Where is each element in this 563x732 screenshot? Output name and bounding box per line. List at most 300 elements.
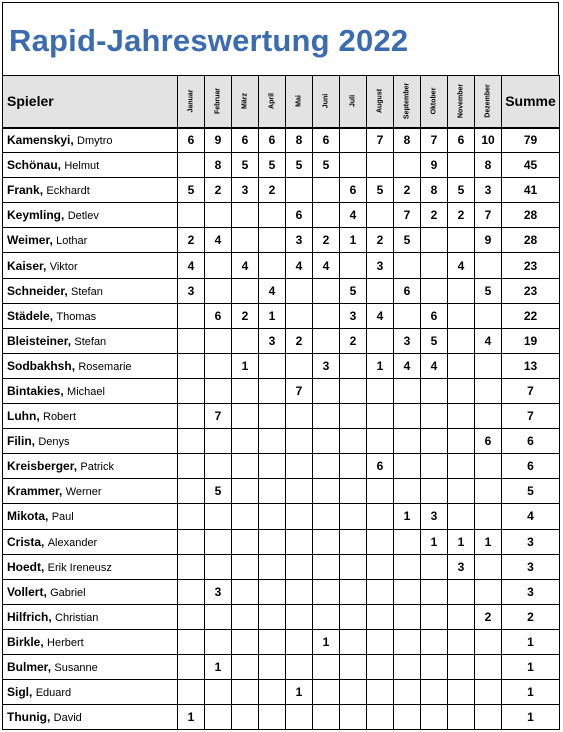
month-label: August [376, 89, 384, 114]
table-row [3, 604, 560, 629]
table-row [3, 629, 560, 654]
month-points-cell [367, 629, 394, 654]
month-points-cell: 5 [178, 178, 205, 203]
month-points-cell: 5 [232, 153, 259, 178]
month-points-cell [286, 479, 313, 504]
total-points-cell: 19 [502, 328, 560, 353]
month-points-cell [421, 404, 448, 429]
month-points-cell: 4 [421, 353, 448, 378]
month-points-cell [394, 153, 421, 178]
month-points-cell [259, 705, 286, 730]
table-row [3, 554, 560, 579]
month-points-cell: 5 [448, 178, 475, 203]
month-points-cell [205, 504, 232, 529]
month-points-cell [205, 554, 232, 579]
month-points-cell [448, 604, 475, 629]
column-header-month [178, 76, 205, 128]
month-points-cell [475, 579, 502, 604]
total-points-cell: 79 [502, 128, 560, 153]
player-last-name: Sigl [7, 685, 30, 700]
player-first-name: Stefan [74, 335, 107, 348]
column-header-month [259, 76, 286, 128]
month-points-cell [178, 579, 205, 604]
table-row [3, 504, 560, 529]
player-last-name: Frank [7, 183, 40, 198]
month-points-cell [286, 178, 313, 203]
name-separator: , [40, 634, 48, 649]
month-points-cell: 5 [205, 479, 232, 504]
month-points-cell: 2 [475, 604, 502, 629]
month-label: Dezember [484, 84, 492, 118]
player-name-cell [3, 404, 178, 429]
month-points-cell [448, 228, 475, 253]
month-points-cell: 8 [475, 153, 502, 178]
month-points-cell: 5 [367, 178, 394, 203]
month-points-cell [259, 228, 286, 253]
month-points-cell [313, 278, 340, 303]
month-points-cell [394, 529, 421, 554]
month-points-cell [394, 303, 421, 328]
month-points-cell [178, 454, 205, 479]
table-row [3, 153, 560, 178]
month-points-cell [475, 404, 502, 429]
month-points-cell [340, 253, 367, 278]
month-points-cell [313, 554, 340, 579]
month-points-cell: 8 [205, 153, 232, 178]
player-name-cell [3, 454, 178, 479]
month-points-cell: 4 [367, 303, 394, 328]
page-title: Rapid-Jahreswertung 2022 [9, 23, 409, 58]
month-points-cell [232, 228, 259, 253]
total-points-cell: 23 [502, 253, 560, 278]
month-points-cell [232, 278, 259, 303]
month-points-cell [232, 654, 259, 679]
month-points-cell [259, 654, 286, 679]
month-points-cell: 6 [421, 303, 448, 328]
month-points-cell: 2 [421, 203, 448, 228]
month-points-cell [286, 504, 313, 529]
month-points-cell [205, 328, 232, 353]
column-header-month [421, 76, 448, 128]
month-points-cell [259, 504, 286, 529]
table-row [3, 203, 560, 228]
month-points-cell [286, 579, 313, 604]
month-points-cell: 1 [259, 303, 286, 328]
column-header-sum: Summe [502, 76, 560, 128]
month-points-cell [313, 178, 340, 203]
player-name-cell [3, 353, 178, 378]
month-points-cell [286, 278, 313, 303]
player-name-cell [3, 429, 178, 454]
player-name-cell [3, 378, 178, 403]
total-points-cell: 1 [502, 680, 560, 705]
player-name-cell [3, 654, 178, 679]
player-last-name: Kamenskyi [7, 133, 71, 148]
name-separator: , [49, 233, 57, 248]
month-points-cell: 3 [340, 303, 367, 328]
month-points-cell [313, 378, 340, 403]
name-separator: , [43, 584, 51, 599]
month-points-cell: 7 [205, 404, 232, 429]
month-points-cell [259, 629, 286, 654]
player-first-name: Christian [55, 611, 99, 624]
month-points-cell [421, 429, 448, 454]
month-points-cell [232, 454, 259, 479]
month-points-cell [421, 554, 448, 579]
month-points-cell: 4 [232, 253, 259, 278]
month-points-cell [394, 579, 421, 604]
player-last-name: Filin [7, 434, 32, 449]
month-points-cell: 6 [394, 278, 421, 303]
player-last-name: Crista [7, 534, 42, 549]
month-points-cell [205, 705, 232, 730]
month-points-cell [178, 429, 205, 454]
month-points-cell [448, 404, 475, 429]
player-first-name: David [53, 712, 82, 725]
month-points-cell [232, 203, 259, 228]
month-points-cell: 1 [205, 654, 232, 679]
player-first-name: Thomas [56, 310, 97, 323]
month-points-cell [421, 378, 448, 403]
month-points-cell [421, 629, 448, 654]
month-points-cell: 6 [448, 128, 475, 153]
month-label: April [268, 93, 276, 110]
month-points-cell: 2 [232, 303, 259, 328]
total-points-cell: 5 [502, 479, 560, 504]
month-points-cell: 1 [313, 629, 340, 654]
player-name-cell [3, 178, 178, 203]
month-points-cell: 7 [367, 128, 394, 153]
month-points-cell [232, 680, 259, 705]
month-points-cell: 6 [313, 128, 340, 153]
month-points-cell: 6 [475, 429, 502, 454]
month-points-cell: 4 [205, 228, 232, 253]
month-points-cell [340, 353, 367, 378]
month-points-cell [286, 705, 313, 730]
month-points-cell: 8 [421, 178, 448, 203]
month-points-cell [475, 629, 502, 654]
column-header-month [313, 76, 340, 128]
month-points-cell [232, 504, 259, 529]
month-points-cell [313, 454, 340, 479]
month-points-cell [394, 378, 421, 403]
player-first-name: Paul [51, 511, 74, 524]
month-points-cell [178, 303, 205, 328]
month-points-cell [475, 705, 502, 730]
month-points-cell [448, 153, 475, 178]
name-separator: , [73, 459, 81, 474]
total-points-cell: 6 [502, 454, 560, 479]
player-last-name: Birkle [7, 634, 41, 649]
month-points-cell: 4 [178, 253, 205, 278]
player-last-name: Bleisteiner [7, 333, 68, 348]
month-points-cell: 5 [286, 153, 313, 178]
month-points-cell: 9 [421, 153, 448, 178]
month-points-cell [286, 429, 313, 454]
month-points-cell [178, 353, 205, 378]
total-points-cell: 28 [502, 228, 560, 253]
month-points-cell [178, 604, 205, 629]
month-points-cell: 1 [340, 228, 367, 253]
month-points-cell [286, 454, 313, 479]
month-points-cell [178, 404, 205, 429]
month-points-cell [313, 705, 340, 730]
month-points-cell [448, 303, 475, 328]
name-separator: , [67, 333, 75, 348]
month-label: Oktober [430, 87, 438, 115]
month-points-cell [259, 604, 286, 629]
month-points-cell [367, 479, 394, 504]
month-points-cell: 5 [313, 153, 340, 178]
month-points-cell [178, 378, 205, 403]
month-points-cell [448, 429, 475, 454]
month-points-cell [232, 629, 259, 654]
month-points-cell [448, 353, 475, 378]
player-first-name: Denys [38, 436, 70, 449]
month-points-cell [259, 454, 286, 479]
month-points-cell [205, 629, 232, 654]
month-points-cell [394, 629, 421, 654]
month-points-cell: 3 [421, 504, 448, 529]
player-first-name: Robert [43, 411, 77, 424]
month-points-cell [178, 554, 205, 579]
month-points-cell [259, 353, 286, 378]
month-points-cell [448, 454, 475, 479]
month-points-cell [367, 278, 394, 303]
month-points-cell: 5 [340, 278, 367, 303]
month-points-cell [475, 554, 502, 579]
month-points-cell [232, 604, 259, 629]
month-points-cell [448, 504, 475, 529]
month-points-cell: 9 [205, 128, 232, 153]
player-last-name: Kreisberger [7, 459, 74, 474]
name-separator: , [70, 133, 78, 148]
player-last-name: Hilfrich [7, 609, 49, 624]
player-first-name: Viktor [49, 260, 78, 273]
month-points-cell [421, 253, 448, 278]
month-points-cell: 4 [259, 278, 286, 303]
player-name-cell [3, 705, 178, 730]
month-points-cell [232, 328, 259, 353]
name-separator: , [59, 484, 66, 499]
month-points-cell [286, 303, 313, 328]
player-last-name: Schneider [7, 283, 65, 298]
month-points-cell: 6 [205, 303, 232, 328]
name-separator: , [64, 283, 72, 298]
table-row [3, 404, 560, 429]
month-points-cell: 3 [178, 278, 205, 303]
month-points-cell [340, 128, 367, 153]
month-points-cell: 6 [178, 128, 205, 153]
player-first-name: Stefan [71, 285, 103, 298]
month-points-cell [205, 429, 232, 454]
month-points-cell: 1 [367, 353, 394, 378]
month-points-cell [448, 378, 475, 403]
month-points-cell [259, 429, 286, 454]
table-row [3, 303, 560, 328]
month-points-cell [394, 705, 421, 730]
month-points-cell [394, 554, 421, 579]
player-name-cell [3, 554, 178, 579]
month-points-cell [178, 479, 205, 504]
month-points-cell [367, 680, 394, 705]
player-name-cell [3, 253, 178, 278]
month-points-cell [205, 353, 232, 378]
month-points-cell [340, 529, 367, 554]
month-points-cell [340, 404, 367, 429]
player-last-name: Hoedt [7, 559, 41, 574]
month-points-cell [313, 604, 340, 629]
table-row [3, 178, 560, 203]
column-header-month [286, 76, 313, 128]
total-points-cell: 45 [502, 153, 560, 178]
month-points-cell [367, 579, 394, 604]
total-points-cell: 4 [502, 504, 560, 529]
month-points-cell [259, 554, 286, 579]
month-points-cell [367, 378, 394, 403]
month-points-cell: 3 [232, 178, 259, 203]
month-points-cell: 3 [286, 228, 313, 253]
month-points-cell: 3 [448, 554, 475, 579]
column-header-month [394, 76, 421, 128]
player-name-cell [3, 203, 178, 228]
month-points-cell: 2 [313, 228, 340, 253]
month-points-cell [259, 479, 286, 504]
month-points-cell: 3 [259, 328, 286, 353]
table-row [3, 479, 560, 504]
month-points-cell: 4 [475, 328, 502, 353]
month-points-cell [394, 404, 421, 429]
month-points-cell [259, 203, 286, 228]
month-points-cell [367, 604, 394, 629]
month-points-cell [286, 404, 313, 429]
month-points-cell [340, 629, 367, 654]
standings-table [2, 75, 560, 730]
month-points-cell [340, 705, 367, 730]
table-row [3, 454, 560, 479]
player-last-name: Bulmer [7, 660, 48, 675]
month-points-cell [367, 654, 394, 679]
month-points-cell [475, 680, 502, 705]
name-separator: , [61, 208, 68, 223]
month-label: Mai [295, 95, 303, 108]
player-last-name: Weimer [7, 233, 50, 248]
month-points-cell [340, 604, 367, 629]
table-row [3, 680, 560, 705]
player-first-name: Werner [65, 486, 102, 499]
total-points-cell: 23 [502, 278, 560, 303]
month-points-cell: 5 [394, 228, 421, 253]
month-points-cell [367, 203, 394, 228]
month-points-cell: 3 [475, 178, 502, 203]
player-first-name: Patrick [80, 461, 114, 474]
total-points-cell: 7 [502, 404, 560, 429]
player-name-cell [3, 328, 178, 353]
player-first-name: Herbert [47, 636, 84, 649]
month-points-cell [340, 153, 367, 178]
total-points-cell: 3 [502, 554, 560, 579]
column-header-month [475, 76, 502, 128]
player-last-name: Mikota [7, 509, 46, 524]
total-points-cell: 28 [502, 203, 560, 228]
month-points-cell [367, 504, 394, 529]
player-name-cell [3, 153, 178, 178]
player-first-name: Detlev [67, 210, 99, 223]
name-separator: , [29, 685, 36, 700]
total-points-cell: 2 [502, 604, 560, 629]
month-points-cell [232, 429, 259, 454]
table-body [3, 128, 560, 730]
total-points-cell: 13 [502, 353, 560, 378]
month-points-cell [340, 378, 367, 403]
table-row [3, 353, 560, 378]
month-points-cell [448, 705, 475, 730]
month-points-cell [178, 629, 205, 654]
player-last-name: Luhn [7, 409, 37, 424]
month-points-cell: 2 [394, 178, 421, 203]
month-points-cell [340, 454, 367, 479]
month-points-cell: 4 [340, 203, 367, 228]
month-points-cell: 6 [286, 203, 313, 228]
month-points-cell [313, 680, 340, 705]
month-points-cell: 5 [259, 153, 286, 178]
month-points-cell [286, 529, 313, 554]
player-name-cell [3, 529, 178, 554]
month-points-cell: 8 [286, 128, 313, 153]
player-last-name: Bintakies [7, 383, 61, 398]
name-separator: , [60, 383, 68, 398]
month-points-cell [259, 680, 286, 705]
table-row [3, 705, 560, 730]
name-separator: , [31, 434, 39, 449]
month-points-cell [340, 654, 367, 679]
player-first-name: Dmytro [77, 135, 113, 148]
month-points-cell: 6 [367, 454, 394, 479]
month-points-cell [313, 404, 340, 429]
month-points-cell [448, 328, 475, 353]
name-separator: , [45, 509, 52, 524]
month-points-cell [367, 404, 394, 429]
month-points-cell [178, 153, 205, 178]
player-first-name: Michael [67, 385, 105, 398]
month-points-cell [232, 378, 259, 403]
month-points-cell [205, 378, 232, 403]
month-points-cell [286, 629, 313, 654]
month-points-cell [448, 579, 475, 604]
player-name-cell [3, 303, 178, 328]
column-header-month [205, 76, 232, 128]
month-points-cell [394, 429, 421, 454]
month-points-cell [475, 303, 502, 328]
total-points-cell: 41 [502, 178, 560, 203]
table-row [3, 529, 560, 554]
month-points-cell: 2 [205, 178, 232, 203]
month-points-cell: 6 [340, 178, 367, 203]
month-label: Januar [187, 89, 195, 113]
month-points-cell [394, 604, 421, 629]
month-points-cell [394, 654, 421, 679]
month-points-cell [313, 429, 340, 454]
month-points-cell [259, 253, 286, 278]
month-points-cell [421, 705, 448, 730]
month-points-cell [313, 529, 340, 554]
player-last-name: Städele [7, 308, 50, 323]
month-points-cell: 5 [475, 278, 502, 303]
player-name-cell [3, 479, 178, 504]
month-label: Juni [322, 94, 330, 109]
name-separator: , [46, 710, 54, 725]
month-label: September [403, 83, 411, 120]
